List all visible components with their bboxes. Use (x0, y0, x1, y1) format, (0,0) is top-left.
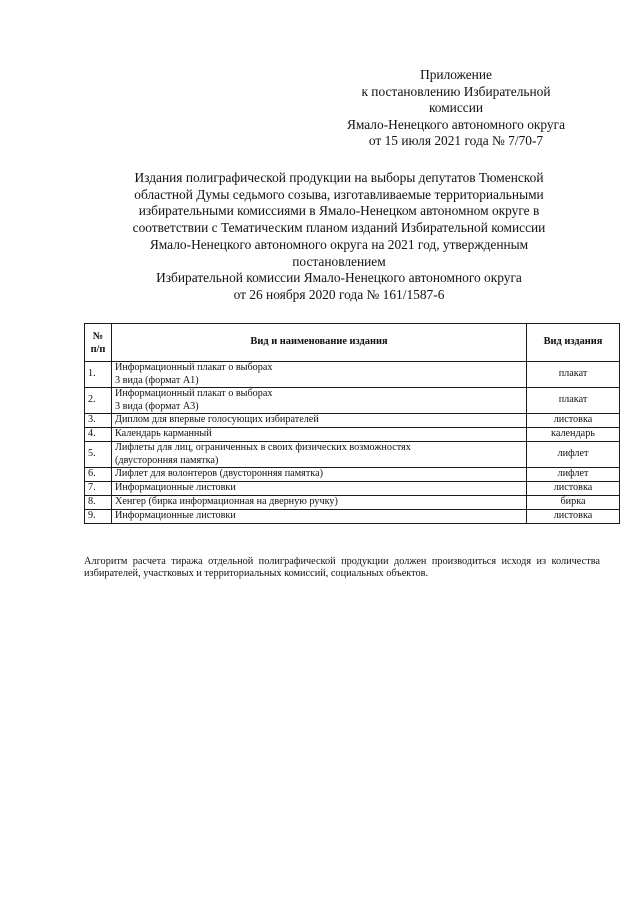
table-row (85, 468, 620, 482)
row-name (112, 388, 527, 414)
title-line: соответствии с Тематическим планом изданий Избирательной комиссии (132, 220, 546, 236)
title-line: избирательными комиссиями в Ямало-Ненецком автономном округе в (138, 203, 540, 219)
row-name-line: Лифлеты для лиц, ограниченных в своих физических возможностях (115, 442, 411, 454)
row-num: 6. (85, 468, 112, 482)
table-row (85, 414, 620, 428)
row-name (112, 442, 527, 468)
row-name (112, 482, 527, 496)
table-row (85, 388, 620, 414)
table-row (85, 362, 620, 388)
row-num: 8. (85, 496, 112, 510)
title-line: областной Думы седьмого созыва, изготавливаемые территориальными (134, 186, 544, 202)
row-kind: лифлет (527, 468, 620, 482)
row-name (112, 468, 527, 482)
row-name (112, 510, 527, 524)
table-row (85, 496, 620, 510)
row-kind: плакат (527, 388, 620, 414)
row-num: 4. (85, 428, 112, 442)
row-kind: листовка (527, 482, 620, 496)
header-num-line2: п/п (90, 343, 106, 355)
row-kind: листовка (527, 414, 620, 428)
title-line: Издания полиграфической продукции на выборы депутатов Тюменской (134, 170, 544, 185)
title-line: Ямало-Ненецкого автономного округа на 2021 год, утвержденным (149, 236, 529, 252)
header-line: Ямало-Ненецкого автономного округа (346, 116, 566, 132)
row-name (112, 414, 527, 428)
row-name-line: Информационный плакат о выборах (115, 388, 273, 400)
row-kind: бирка (527, 496, 620, 510)
row-name-line: (двусторонняя памятка) (115, 454, 219, 466)
row-name-line: Хенгер (бирка информационная на дверную ручку) (115, 496, 338, 508)
row-name-line: Диплом для впервые голосующих избирателей (115, 414, 319, 426)
table-row (85, 482, 620, 496)
table-row (85, 428, 620, 442)
row-num: 1. (85, 362, 112, 388)
row-name-line: Информационные листовки (115, 510, 236, 522)
row-name-line: Лифлет для волонтеров (двусторонняя памятка) (115, 468, 324, 480)
row-name-line: Информационные листовки (115, 482, 236, 494)
row-kind: плакат (527, 362, 620, 388)
row-name-line: 3 вида (формат А3) (115, 400, 199, 412)
row-name (112, 362, 527, 388)
publications-table (84, 323, 620, 524)
row-name (112, 496, 527, 510)
row-num: 9. (85, 510, 112, 524)
header-num-line1: № (92, 330, 104, 342)
document-title (86, 170, 592, 304)
header-line: к постановлению Избирательной (361, 83, 551, 99)
row-kind: календарь (527, 428, 620, 442)
row-num: 2. (85, 388, 112, 414)
row-num: 3. (85, 414, 112, 428)
row-num: 7. (85, 482, 112, 496)
table-row (85, 510, 620, 524)
header-name: Вид и наименование издания (112, 324, 527, 362)
row-name-line: Информационный плакат о выборах (115, 362, 273, 374)
row-name-line: Календарь карманный (115, 428, 212, 440)
title-line: Избирательной комиссии Ямало-Ненецкого автономного округа (156, 270, 522, 286)
row-kind: лифлет (527, 442, 620, 468)
header-line: от 15 июля 2021 года № 7/70-7 (368, 133, 544, 149)
header-kind: Вид издания (527, 324, 620, 362)
row-num: 5. (85, 442, 112, 468)
header-num (85, 324, 112, 362)
row-name (112, 428, 527, 442)
appendix-header (322, 67, 590, 150)
row-name-line: 3 вида (формат А1) (115, 374, 199, 386)
title-line: постановлением (292, 253, 386, 269)
calculation-note: Алгоритм расчета тиража отдельной полиграфической продукции должен производиться исходя из количества избирателей, участковых и территориальных комиссий, социальных объектов. (84, 556, 600, 579)
table-row (85, 442, 620, 468)
header-line: Приложение (420, 67, 492, 82)
title-line: от 26 ноября 2020 года № 161/1587-6 (233, 286, 445, 302)
header-line: комиссии (428, 100, 484, 116)
row-kind: листовка (527, 510, 620, 524)
table-header-row (85, 324, 620, 362)
